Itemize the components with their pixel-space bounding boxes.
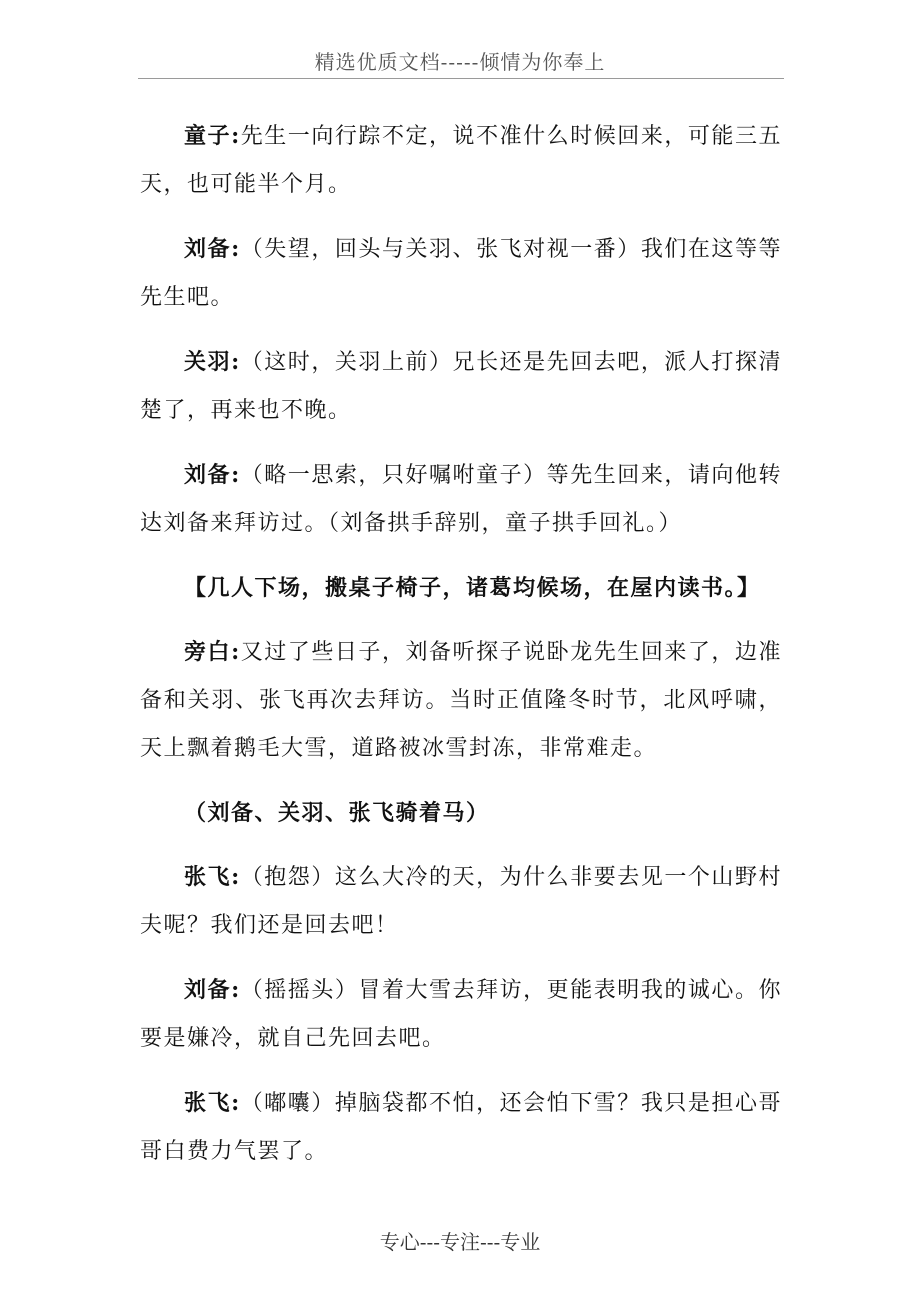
dialogue-line xyxy=(140,112,782,209)
stage-direction xyxy=(140,564,782,612)
dialogue-line xyxy=(140,338,782,435)
dialogue-line xyxy=(140,628,782,773)
dialogue-line xyxy=(140,1079,782,1176)
dialogue-text: 又过了些日子，刘备听探子说卧龙先生回来了，边准备和关羽、张飞再次去拜访。当时正值隆冬时节，北风呼啸，天上飘着鹅毛大雪，道路被冰雪封冻，非常难走。 xyxy=(140,640,782,761)
dialogue-text: （嘟囔）掉脑袋都不怕，还会怕下雪？我只是担心哥哥白费力气罢了。 xyxy=(140,1091,782,1164)
dialogue-text: （摇摇头）冒着大雪去拜访，更能表明我的诚心。你要是嫌冷，就自己先回去吧。 xyxy=(140,978,782,1051)
dialogue-line xyxy=(140,451,782,548)
dialogue-line xyxy=(140,225,782,322)
page-footer: 专心---专注---专业 xyxy=(379,1230,541,1254)
speaker-label: 童子: xyxy=(184,123,241,149)
speaker-label: 旁白: xyxy=(184,639,241,665)
speaker-label: 关羽: xyxy=(184,349,241,375)
script-content xyxy=(140,112,782,1192)
speaker-label: 张飞: xyxy=(184,1090,241,1116)
dialogue-line xyxy=(140,853,782,950)
dialogue-text: （失望，回头与关羽、张飞对视一番）我们在这等等先生吧。 xyxy=(140,237,782,310)
speaker-label: 刘备: xyxy=(184,977,241,1003)
stage-direction xyxy=(140,789,782,837)
page-header: 精选优质文档-----倾情为你奉上 xyxy=(314,50,606,74)
dialogue-text: （略一思索，只好嘱咐童子）等先生回来，请向他转达刘备来拜访过。（刘备拱手辞别，童子拱手回礼。） xyxy=(140,463,782,536)
speaker-label: 刘备: xyxy=(184,236,241,262)
stage-direction-text: （刘备、关羽、张飞骑着马） xyxy=(184,800,490,826)
header-divider xyxy=(138,78,784,79)
dialogue-text: （这时，关羽上前）兄长还是先回去吧，派人打探清楚了，再来也不晚。 xyxy=(140,350,782,423)
speaker-label: 张飞: xyxy=(184,864,241,890)
dialogue-text: 先生一向行踪不定，说不准什么时候回来，可能三五天，也可能半个月。 xyxy=(140,124,782,197)
dialogue-text: （抱怨）这么大冷的天，为什么非要去见一个山野村夫呢？我们还是回去吧！ xyxy=(140,865,782,938)
dialogue-line xyxy=(140,966,782,1063)
speaker-label: 刘备: xyxy=(184,462,241,488)
stage-direction-text: 【几人下场，搬桌子椅子，诸葛均候场，在屋内读书。】 xyxy=(184,575,761,601)
